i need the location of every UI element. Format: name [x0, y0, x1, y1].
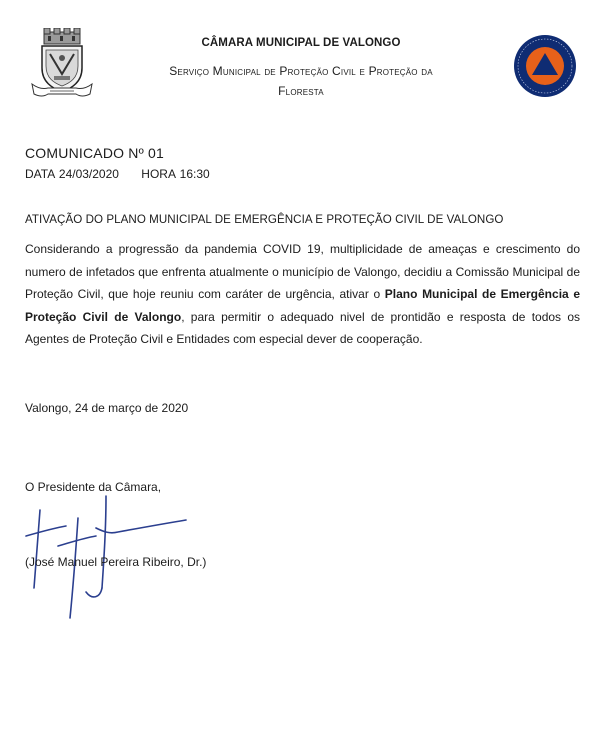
- service-name-line-2: Floresta: [278, 84, 324, 98]
- signatory-title: O Presidente da Câmara,: [25, 480, 162, 494]
- municipal-crest-icon: [30, 28, 94, 98]
- place-and-date: Valongo, 24 de março de 2020: [25, 401, 189, 415]
- body-text-end: , para permitir o adequado nivel de prontidão e resposta de todos os Agentes de Proteção Civil e Entidades com especial dever de cooperação.: [25, 309, 580, 346]
- communique-date-line: [25, 167, 210, 181]
- communique-number: COMUNICADO Nº 01: [25, 145, 164, 161]
- body-text-start: Considerando a progressão da pandemia COVID 19, multiplicidade de ameaças e crescimento do numero de infetados que enfrenta atualmente o município de Valongo, decidiu a Comissão Municipal de Proteção Civil, que hoje reuniu com caráter de urgência, ativar o: [25, 242, 580, 301]
- communique-subject: ATIVAÇÃO DO PLANO MUNICIPAL DE EMERGÊNCIA E PROTEÇÃO CIVIL DE VALONGO: [25, 213, 504, 226]
- communique-hour: HORA 16:30: [141, 167, 210, 181]
- organization-name: CÂMARA MUNICIPAL DE VALONGO: [201, 37, 401, 49]
- signatory-name: (José Manuel Pereira Ribeiro, Dr.): [25, 555, 207, 569]
- civil-protection-seal-icon: [513, 34, 577, 98]
- communique-body: [25, 238, 580, 351]
- communique-date: DATA 24/03/2020: [25, 167, 119, 181]
- body-text-plan-name: Plano Municipal de Emergência e Proteção Civil de Valongo: [25, 287, 580, 324]
- service-name: [118, 61, 484, 101]
- service-name-line-1: Serviço Municipal de Proteção Civil e Proteção da: [169, 64, 433, 78]
